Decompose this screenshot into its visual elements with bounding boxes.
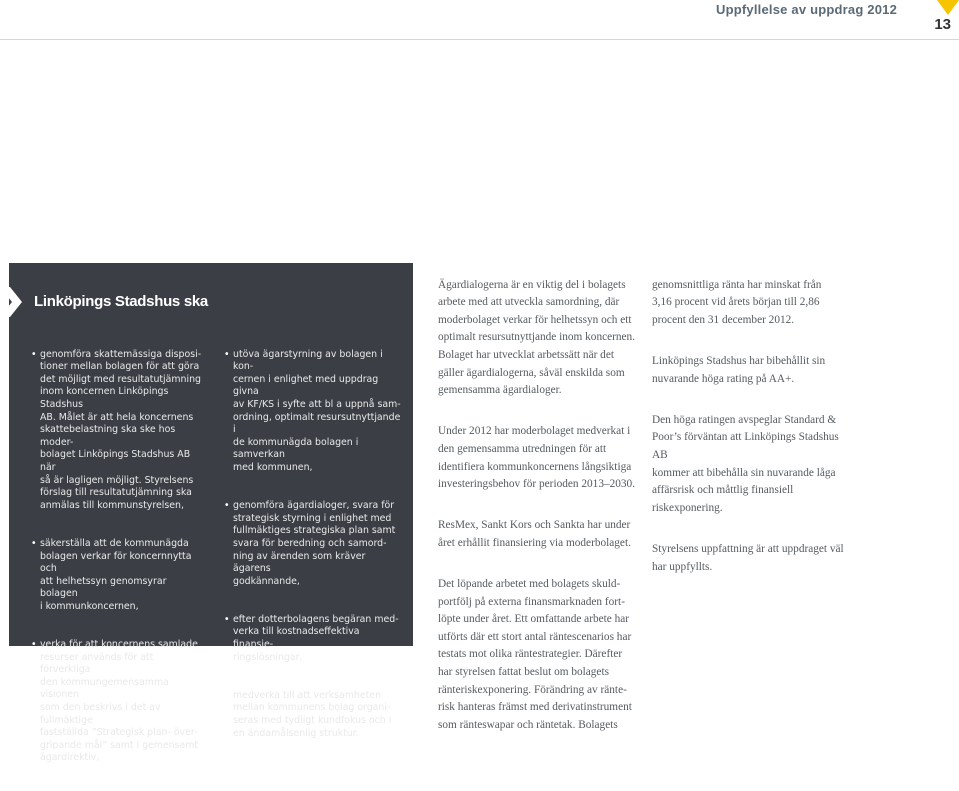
paragraph: Styrelsens uppfattning är att uppdraget väl har uppfyllts. [652,542,844,573]
page-header-title: Uppfyllelse av uppdrag 2012 [716,2,897,17]
panel-list-left [33,336,205,791]
header-divider [0,39,959,40]
panel-list-right [226,336,402,766]
page-number: 13 [934,16,951,33]
bullet-icon: • [224,500,230,512]
list-item: • medverka till att verksamheten mellan kommunens bolag organi- seras med tydligt kundfokus och i en ändamålsenlig struktur. [224,689,392,739]
bullet-icon: • [224,613,230,625]
paragraph: Ägardialogerna är en viktig del i bolagets arbete med att utveckla samordning, där moderbolaget verkar för helhetssyn och ett optimalt resursutnyttjande inom koncernen. Bolaget har utvecklat arbetssätt när det gäller ägardialogerna, såväl enskilda som gemensamma ägardialoger. [438,278,636,397]
bullet-icon: • [224,348,230,360]
yellow-triangle-icon [937,0,959,15]
chevron-right-icon [0,287,24,317]
paragraph: Den höga ratingen avspeglar Standard & Poor’s förväntan att Linköpings Stadshus AB kommer att bibehålla sin nuvarande låga affärsrisk och måttlig finansiell riskexponering. [652,413,839,514]
list-item: • säkerställa att de kommunägda bolagen verkar för koncernnytta och att helhetssyn genomsyrar bolagen i kommunkoncernen, [31,537,192,612]
paragraph: ResMex, Sankt Kors och Sankta har under året erhållit finansiering via moderbolaget. [438,519,631,549]
text-column-3 [438,259,638,758]
paragraph: Under 2012 har moderbolaget medverkat i den gemensamma utredningen för att identifiera kommunkoncernens långsiktiga investeringsbehov för perioden 2013–2030. [438,425,636,491]
bullet-icon: • [31,537,37,549]
paragraph: Det löpande arbetet med bolagets skuld- portfölj på externa finansmarknaden fort- löpte under året. Ett omfattande arbete har utförts där ett stort antal räntescenarios har testats mot olika räntestrategier. Därefter har styrelsen fattat beslut om bolagets ränteriskexponering. Förändring av ränte- risk hanteras främst med derivatinstrument som ränteswapar och räntetak. Bolagets [438,578,632,731]
bullet-icon: • [31,348,37,360]
list-item: • efter dotterbolagens begäran med- verka till kostnadseffektiva finansie- ringslösningar, [224,613,399,663]
list-item: • verka för att koncernens samlade resurser används för att förverkliga den kommungemensamma visionen som den beskrivs i det av fullmäktige fastställda ”Strategisk plan- över- gripande mål” samt i gemensamt ägardirektiv, [31,639,199,764]
text-column-4 [652,259,852,600]
bullet-icon: • [31,639,37,651]
bullet-icon: • [224,689,230,701]
list-item: • genomföra skattemässiga disposi- tioner mellan bolagen för att göra det möjligt med resultatutjämning inom koncernen Linköpings Stadshus AB. Målet är att hela koncernens skattebelastning ska ske hos moder- bolaget Linköpings Stadshus AB när så är lagligen möjligt. Styrelsens förslag till resultatutjämning ska anmälas till kommunstyrelsen, [31,348,202,511]
list-item: • genomföra ägardialoger, svara för strategisk styrning i enlighet med fullmäktiges strategiska plan samt svara för beredning och samord- ning av ärenden som kräver ägarens godkännande, [224,500,396,587]
list-item: • utöva ägarstyrning av bolagen i kon- cernen i enlighet med uppdrag givna av KF/KS i syfte att bl a uppnå sam- ordning, optimalt resursutnyttjande i de kommunägda bolagen i samverkan med kommunen, [224,348,401,473]
paragraph: genomsnittliga ränta har minskat från 3,16 procent vid årets början till 2,86 procent den 31 december 2012. [652,278,822,326]
paragraph: Linköpings Stadshus har bibehållit sin nuvarande höga rating på AA+. [652,354,826,385]
panel-title: Linköpings Stadshus ska [34,293,208,310]
